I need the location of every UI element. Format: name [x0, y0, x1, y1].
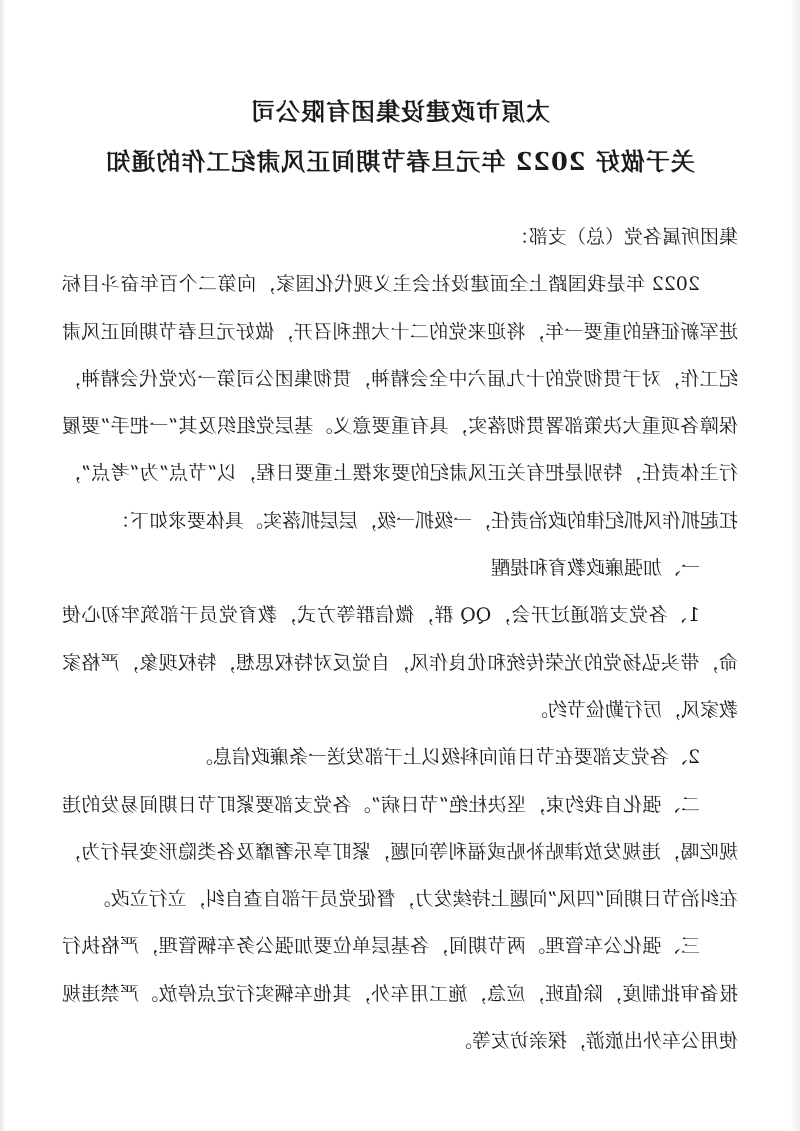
paragraph-item-1: 1、各党支部通过开会，QQ 群，微信群等方式，教育党员干部筑牢初心使命，带头弘扬党的光荣传统和优良作风，自觉反对特权思想，特权现象，严格家教家风，厉行勤俭节约。	[62, 604, 738, 721]
section-2: 二、强化自我约束，坚决杜绝“节日病”。各党支部要紧盯节日期间易发的违规吃喝，违规发放津贴补贴或福利等问题，紧盯享乐奢靡及各类隐形变异行为，在纠治节日期间“四风”问题上持续发力，督促党员干部自查自纠，立行立改。	[62, 793, 738, 911]
notice-body	[62, 214, 738, 1065]
organization-title: 太原市政建设集团有限公司	[250, 97, 550, 126]
paragraph-item-2: 2、各党支部要在节日前向科级以上干部发送一条廉政信息。	[193, 746, 700, 769]
section-heading-1: 一、加强廉政教育和提醒	[490, 557, 700, 580]
notice-title: 关于做好 2022 年元旦春节期间正风肃纪工作的通知	[105, 147, 695, 176]
paragraph-intro: 2022 年是我国踏上全面建设社会主义现代化国家，向第二个百年奋斗目标进军新征程的重要一年，将迎来党的二十大胜利召开，做好元旦春节期间正风肃纪工作，对于贯彻党的十九届六中全会精神，贯彻集团公司第一次党代会精神，保障各项重大决策部署贯彻落实，具有重要意义。基层党组织及其“一把手”要履行主体责任，特别是把有关正风肃纪的要求摆上重要日程，以“节点”为“考点”，扛起抓作风抓纪律的政治责任，一级抓一级，层层抓落实。具体要求如下：	[62, 273, 738, 532]
section-3: 三、强化公车管理。两节期间，各基层单位要加强公务车辆管理，严格执行报备审批制度，除值班，应急，施工用车外，其他车辆实行定点停放。严禁违规使用公车外出旅游，探亲访友等。	[62, 935, 738, 1053]
salutation: 集团所属各党（总）支部：	[509, 226, 738, 248]
